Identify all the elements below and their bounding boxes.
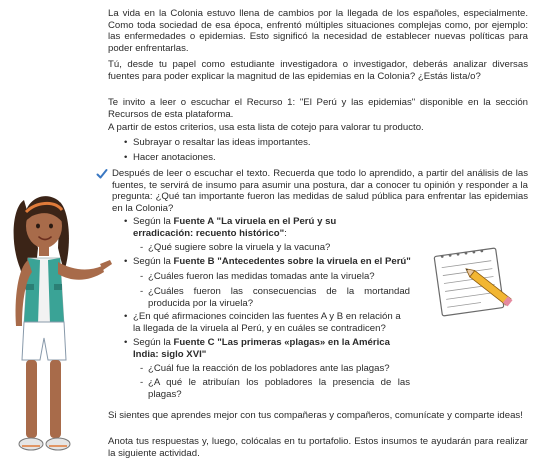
- source-a-question-1: - ¿Qué sugiere sobre la viruela y la vacuna?: [148, 242, 398, 254]
- after-reading-paragraph: Después de leer o escuchar el texto. Recuerda que todo lo aprendido, a partir del análisis de las fuentes, te servirá de insumo para asumir una postura, dar a conocer tu opinión y responder a la pregunta: ¿Qué tan importante fueron las medidas de salud pública para enfrentar las epidemias en la Colonia?: [112, 168, 528, 214]
- sources-ab-comparison-item: • ¿En qué afirmaciones coinciden las fuentes A y B en relación a la llegada de la viruela al Perú, y en cuáles se contradicen?: [133, 311, 410, 334]
- intro-paragraph-4: A partir de estos criterios, usa esta lista de cotejo para valorar tu producto.: [108, 122, 424, 133]
- source-c-question-1: - ¿Cuál fue la reacción de los pobladores ante las plagas?: [148, 363, 410, 375]
- closing-paragraph-2: Anota tus respuestas y, luego, colócalas en tu portafolio. Estos insumos te ayudarán para realizar la siguiente actividad.: [108, 436, 528, 459]
- notepad-pencil-icon: [418, 246, 526, 318]
- criteria-item-1: • Subrayar o resaltar las ideas importantes.: [133, 137, 311, 149]
- source-b-question-2: - ¿Cuáles fueron las consecuencias de la mortandad producida por la viruela?: [148, 286, 410, 309]
- source-b-item: • Según la Fuente B "Antecedentes sobre la viruela en el Perú": [133, 256, 423, 268]
- source-c-item: • Según la Fuente C "Las primeras «plagas» en la América India: siglo XVI": [133, 337, 410, 360]
- intro-paragraph-3: Te invito a leer o escuchar el Recurso 1: "El Perú y las epidemias" disponible en la sección Recursos de esta plataforma.: [108, 97, 528, 120]
- source-b-question-1: - ¿Cuáles fueron las medidas tomadas ante la viruela?: [148, 271, 398, 283]
- checkmark-icon: [96, 168, 108, 180]
- source-c-question-2: - ¿A qué le atribuían los pobladores la presencia de las plagas?: [148, 377, 410, 400]
- student-girl-illustration: [2, 188, 114, 470]
- intro-paragraph-1: La vida en la Colonia estuvo llena de cambios por la llegada de los españoles, especialmente. Como toda sociedad de esa época, enfrentó múltiples situaciones complejas como, por ejemplo: las enfermedades o epidemias. Esto significó la necesidad de establecer nuevas políticas para poder enfrentarlas.: [108, 8, 528, 54]
- criteria-item-2: • Hacer anotaciones.: [133, 152, 216, 164]
- intro-paragraph-2: Tú, desde tu papel como estudiante investigadora o investigador, deberás analizar diversas fuentes para poder explicar la magnitud de las epidemias en la Colonia? ¿Estás lista/o?: [108, 59, 528, 82]
- source-a-item: • Según la Fuente A "La viruela en el Perú y su erradicación: recuento histórico":: [133, 216, 393, 239]
- closing-paragraph-1: Si sientes que aprendes mejor con tus compañeras y compañeros, comunícate y comparte ideas!: [108, 410, 523, 421]
